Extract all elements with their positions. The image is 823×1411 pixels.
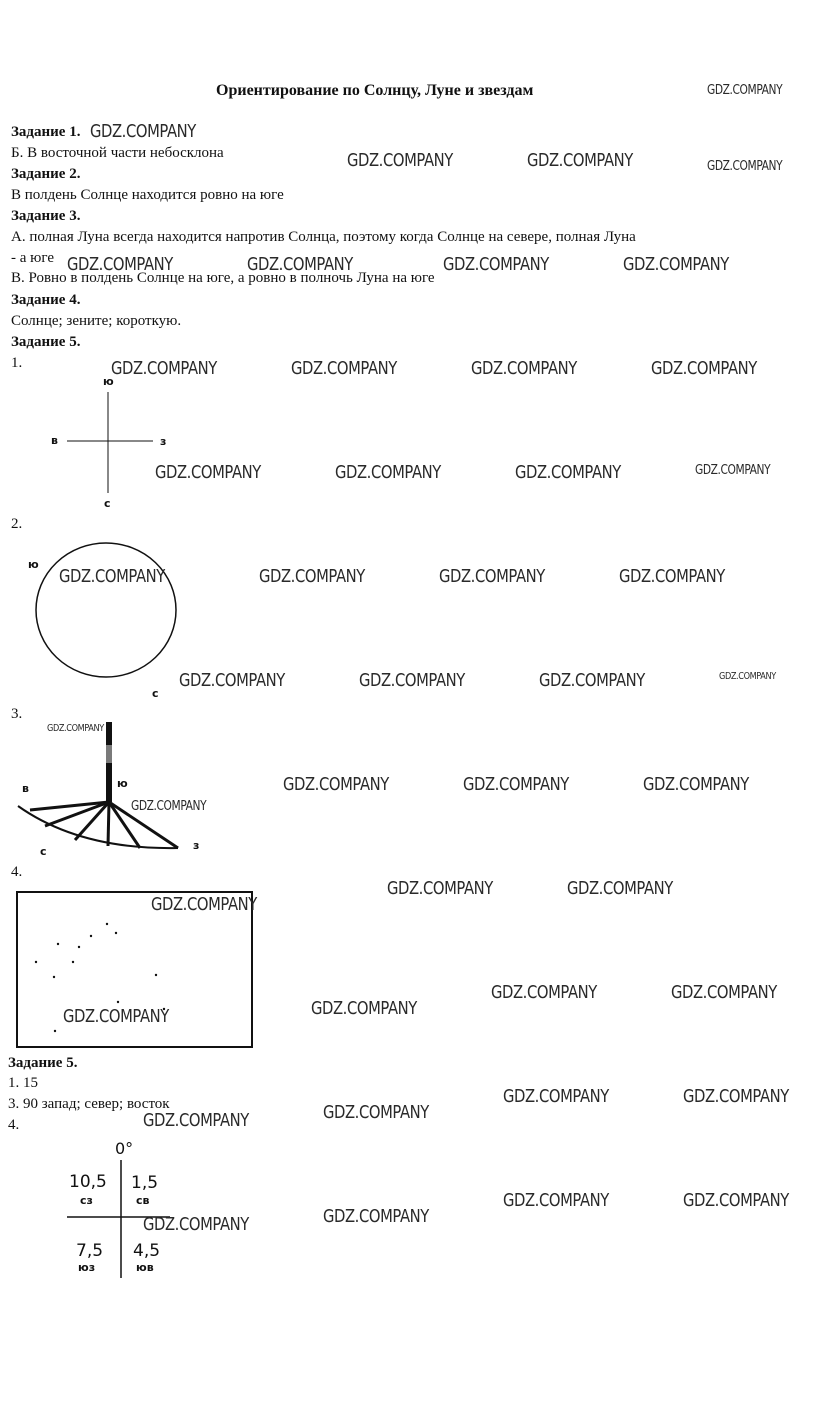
circle-label-topleft: ю: [28, 558, 39, 571]
watermark: GDZ.COMPANY: [695, 463, 771, 478]
watermark: GDZ.COMPANY: [439, 566, 545, 587]
watermark: GDZ.COMPANY: [643, 774, 749, 795]
watermark: GDZ.COMPANY: [671, 982, 777, 1003]
task-2-heading: Задание 2.: [11, 166, 81, 182]
task-1-heading: Задание 1.: [11, 124, 81, 140]
task-3-answer-a-line2: - а юге: [11, 250, 54, 266]
watermark: GDZ.COMPANY: [347, 150, 453, 171]
task-3-answer-a-line1: А. полная Луна всегда находится напротив Солнца, поэтому когда Солнце на севере, полная Луна: [11, 229, 636, 245]
fan-label-right: з: [193, 839, 200, 852]
watermark: GDZ.COMPANY: [151, 894, 257, 915]
item-1-number: 1.: [11, 355, 23, 371]
compass-ne-label: св: [136, 1194, 150, 1207]
watermark: GDZ.COMPANY: [527, 150, 633, 171]
watermark: GDZ.COMPANY: [707, 159, 783, 174]
cross-label-right: з: [160, 435, 167, 448]
item-4-number: 4.: [11, 864, 23, 880]
watermark: GDZ.COMPANY: [143, 1110, 249, 1131]
compass-top-label: 0°: [115, 1139, 134, 1158]
watermark: GDZ.COMPANY: [259, 566, 365, 587]
watermark: GDZ.COMPANY: [291, 358, 397, 379]
watermark: GDZ.COMPANY: [67, 254, 173, 275]
watermark: GDZ.COMPANY: [503, 1190, 609, 1211]
task-5b-heading: Задание 5.: [8, 1055, 78, 1071]
compass-ne-value: 1,5: [131, 1173, 159, 1193]
compass-se-label: юв: [136, 1261, 154, 1274]
watermark: GDZ.COMPANY: [311, 998, 417, 1019]
task-2-answer: В полдень Солнце находится ровно на юге: [11, 187, 284, 203]
watermark: GDZ.COMPANY: [515, 462, 621, 483]
watermark: GDZ.COMPANY: [47, 723, 104, 734]
watermark: GDZ.COMPANY: [683, 1190, 789, 1211]
watermark: GDZ.COMPANY: [719, 671, 776, 682]
watermark: GDZ.COMPANY: [707, 83, 783, 98]
task-4-heading: Задание 4.: [11, 292, 81, 308]
watermark: GDZ.COMPANY: [471, 358, 577, 379]
watermark: GDZ.COMPANY: [491, 982, 597, 1003]
task-4-answer: Солнце; зените; короткую.: [11, 313, 182, 329]
item-3-number: 3.: [11, 706, 23, 722]
watermark: GDZ.COMPANY: [387, 878, 493, 899]
watermark: GDZ.COMPANY: [247, 254, 353, 275]
cross-label-left: в: [51, 434, 58, 447]
watermark: GDZ.COMPANY: [179, 670, 285, 691]
watermark: GDZ.COMPANY: [619, 566, 725, 587]
watermark: GDZ.COMPANY: [443, 254, 549, 275]
task-1-answer: Б. В восточной части небосклона: [11, 145, 224, 161]
watermark: GDZ.COMPANY: [335, 462, 441, 483]
watermark: GDZ.COMPANY: [503, 1086, 609, 1107]
fan-label-left: в: [22, 782, 29, 795]
watermark: GDZ.COMPANY: [683, 1086, 789, 1107]
watermark: GDZ.COMPANY: [567, 878, 673, 899]
watermark: GDZ.COMPANY: [623, 254, 729, 275]
watermark: GDZ.COMPANY: [63, 1006, 169, 1027]
watermark: GDZ.COMPANY: [463, 774, 569, 795]
cross-label-bottom: с: [104, 497, 111, 510]
watermark: GDZ.COMPANY: [155, 462, 261, 483]
task-5-heading: Задание 5.: [11, 334, 81, 350]
watermark: GDZ.COMPANY: [323, 1102, 429, 1123]
watermark: GDZ.COMPANY: [283, 774, 389, 795]
page-title: Ориентирование по Солнцу, Луне и звездам: [216, 82, 534, 99]
task-5b-line3: 3. 90 запад; север; восток: [8, 1096, 170, 1112]
watermark: GDZ.COMPANY: [111, 358, 217, 379]
watermark: GDZ.COMPANY: [539, 670, 645, 691]
watermark: GDZ.COMPANY: [359, 670, 465, 691]
watermark: GDZ.COMPANY: [59, 566, 165, 587]
task-5b-line1: 1. 15: [8, 1075, 38, 1091]
item-2-number: 2.: [11, 516, 23, 532]
compass-sw-label: юз: [78, 1261, 96, 1274]
watermark: GDZ.COMPANY: [651, 358, 757, 379]
task-5b-line4: 4.: [8, 1117, 20, 1133]
fan-label-mid: ю: [117, 777, 128, 790]
watermark: GDZ.COMPANY: [131, 799, 207, 814]
task-3-answer-b: В. Ровно в полдень Солнце на юге, а ровно в полночь Луна на юге: [11, 270, 435, 286]
task-3-heading: Задание 3.: [11, 208, 81, 224]
fan-label-bottomleft: с: [40, 845, 47, 858]
watermark: GDZ.COMPANY: [143, 1214, 249, 1235]
compass-sw-value: 7,5: [76, 1241, 104, 1261]
compass-nw-value: 10,5: [69, 1172, 107, 1192]
watermark: GDZ.COMPANY: [90, 121, 196, 142]
circle-label-bottom: с: [152, 687, 159, 700]
watermark: GDZ.COMPANY: [323, 1206, 429, 1227]
cross-label-top: ю: [103, 375, 114, 388]
compass-se-value: 4,5: [133, 1241, 161, 1261]
compass-nw-label: сз: [80, 1194, 93, 1207]
